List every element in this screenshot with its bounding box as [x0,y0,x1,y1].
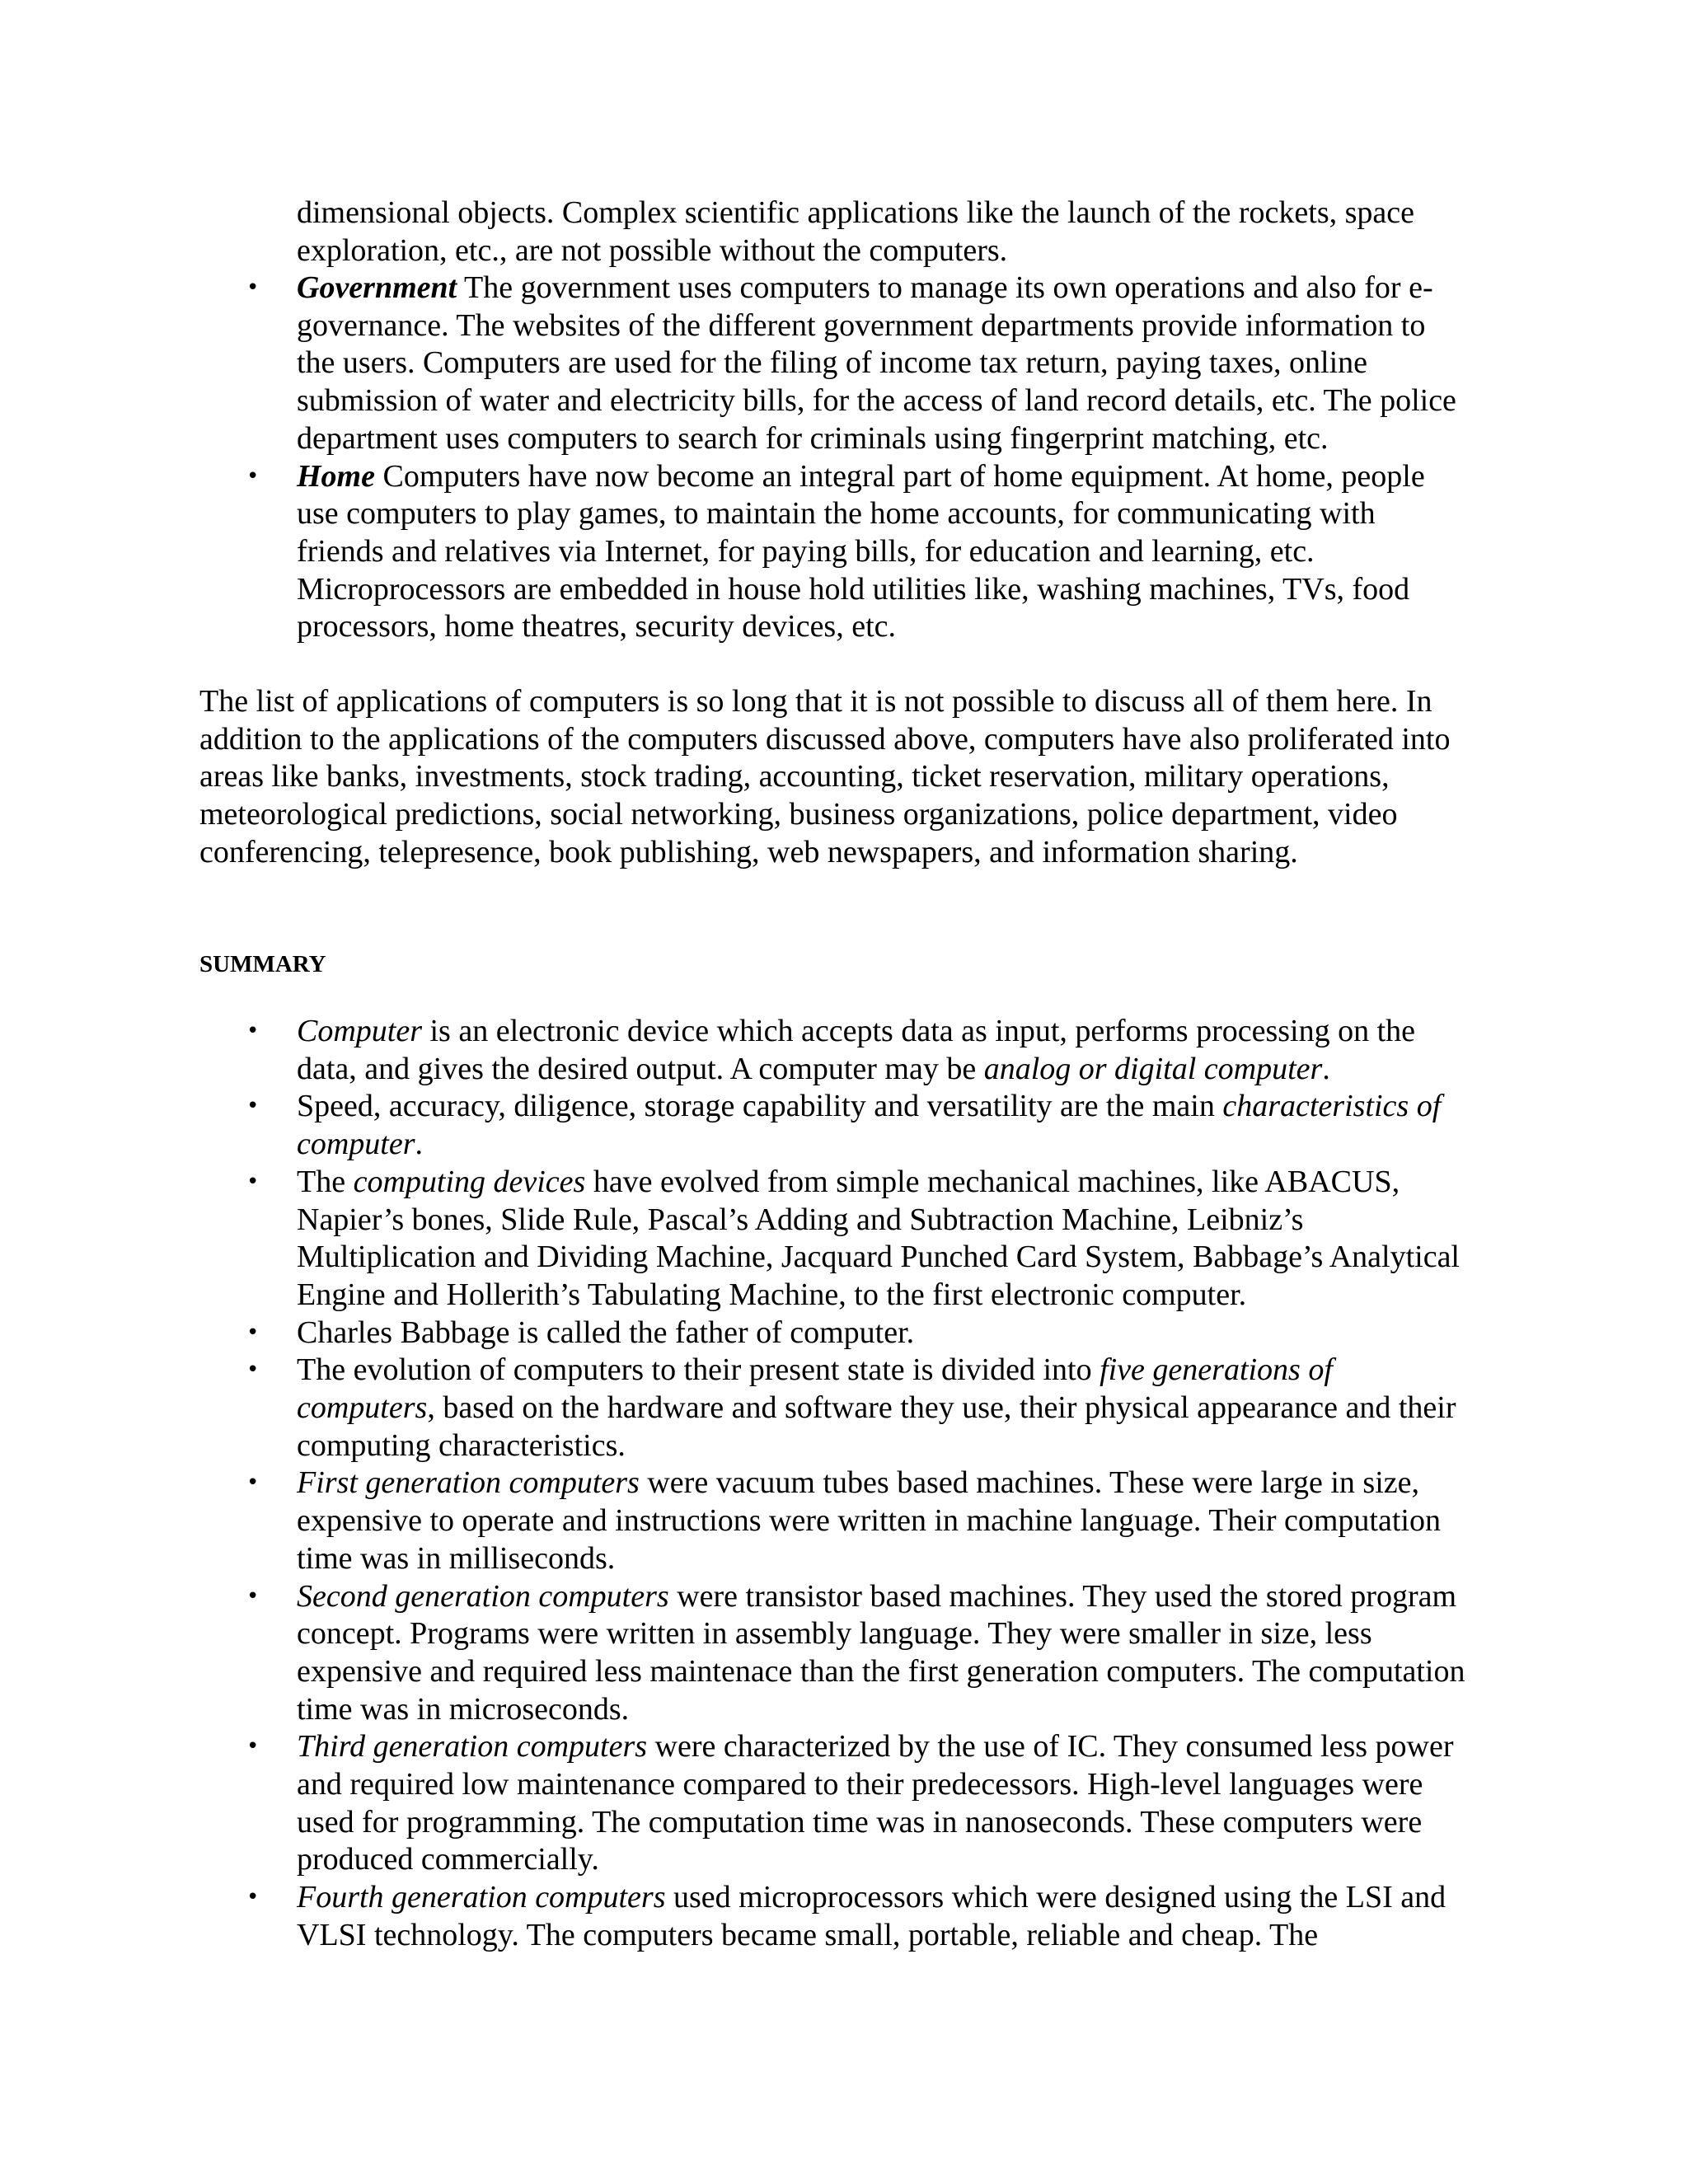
summary-item-second-generation: • Second generation computers were transistor based machines. They used the stored program concept. Programs were written in assembly language. They were smaller in size, less expensive and required less maintenace than the first generation computers. The computation time was in microseconds. [0,1578,1467,1729]
summary-item-babbage: • Charles Babbage is called the father of computer. [0,1315,1467,1352]
term-government: Government [297,270,457,305]
summary-item-computing-devices: • The computing devices have evolved from simple mechanical machines, like ABACUS, Napier’s bones, Slide Rule, Pascal’s Adding and Subtraction Machine, Leibniz’s Multiplication and Dividing Machine, Jacquard Punched Card System, Babbage’s Analytical Engine and Hollerith’s Tabulating Machine, to the first electronic computer. [0,1164,1467,1315]
summary-term: five generations of computers [297,1352,1333,1426]
summary-item-third-generation: • Third generation computers were characterized by the use of IC. They consumed less power and required low maintenance compared to their predecessors. High-level languages were used for programming. The computation time was in nanoseconds. These computers were produced commercially. [0,1728,1467,1879]
term-home: Home [297,458,375,494]
summary-term: Second generation computers [297,1578,669,1614]
summary-term: analog or digital computer [983,1051,1323,1086]
summary-item-first-generation: • First generation computers were vacuum tubes based machines. These were large in size, expensive to operate and instructions were written in machine language. Their computation time was in milliseconds. [0,1465,1467,1577]
list-item-government [0,269,1467,458]
summary-item-characteristics: • Speed, accuracy, diligence, storage capability and versatility are the main characteristics of computer. [0,1088,1467,1163]
summary-term: computing devices [353,1164,586,1199]
summary-term: First generation computers [297,1465,640,1501]
summary-heading: SUMMARY [199,951,326,977]
applications-paragraph: The list of applications of computers is so long that it is not possible to discuss all of them here. In addition to the applications of the computers discussed above, computers have also proliferated into areas like banks, investments, stock trading, accounting, ticket reservation, military operations, meteorological predictions, social networking, business organizations, police department, video conferencing, telepresence, book publishing, web newspapers, and information sharing. [199,684,1451,869]
list-item-home [0,458,1467,647]
summary-item-fourth-generation: • Fourth generation computers used microprocessors which were designed using the LSI and VLSI technology. The computers became small, portable, reliable and cheap. The [0,1879,1467,1954]
summary-term: characteristics of computer [297,1089,1442,1162]
summary-list [0,1013,1484,1955]
summary-item-generations: • The evolution of computers to their present state is divided into five generations of computers, based on the hardware and software they use, their physical appearance and their computing characteristics. [0,1352,1467,1465]
summary-term: Computer [297,1014,422,1048]
summary-term: Third generation computers [297,1729,648,1765]
continuation-text: dimensional objects. Complex scientific applications like the launch of the rockets, space exploration, etc., are not possible without the computers. [297,195,1414,268]
applications-list [0,269,1484,646]
government-text: The government uses computers to manage its own operations and also for e-governance. The websites of the different government departments provide information to the users. Computers are used for the filing of income tax return, paying taxes, online submission of water and electricity bills, for the access of land record details, etc. The police department uses computers to search for criminals using fingerprint matching, etc. [297,270,1456,456]
summary-term: Fourth generation computers [297,1880,666,1915]
summary-item-computer: • Computer is an electronic device which accepts data as input, performs processing on the data, and gives the desired output. A computer may be analog or digital computer. [0,1013,1467,1088]
home-text: Computers have now become an integral part of home equipment. At home, people use computers to play games, to maintain the home accounts, for communicating with friends and relatives via Internet, for paying bills, for education and learning, etc. Microprocessors are embedded in house hold utilities like, washing machines, TVs, food processors, home theatres, security devices, etc. [297,458,1425,644]
